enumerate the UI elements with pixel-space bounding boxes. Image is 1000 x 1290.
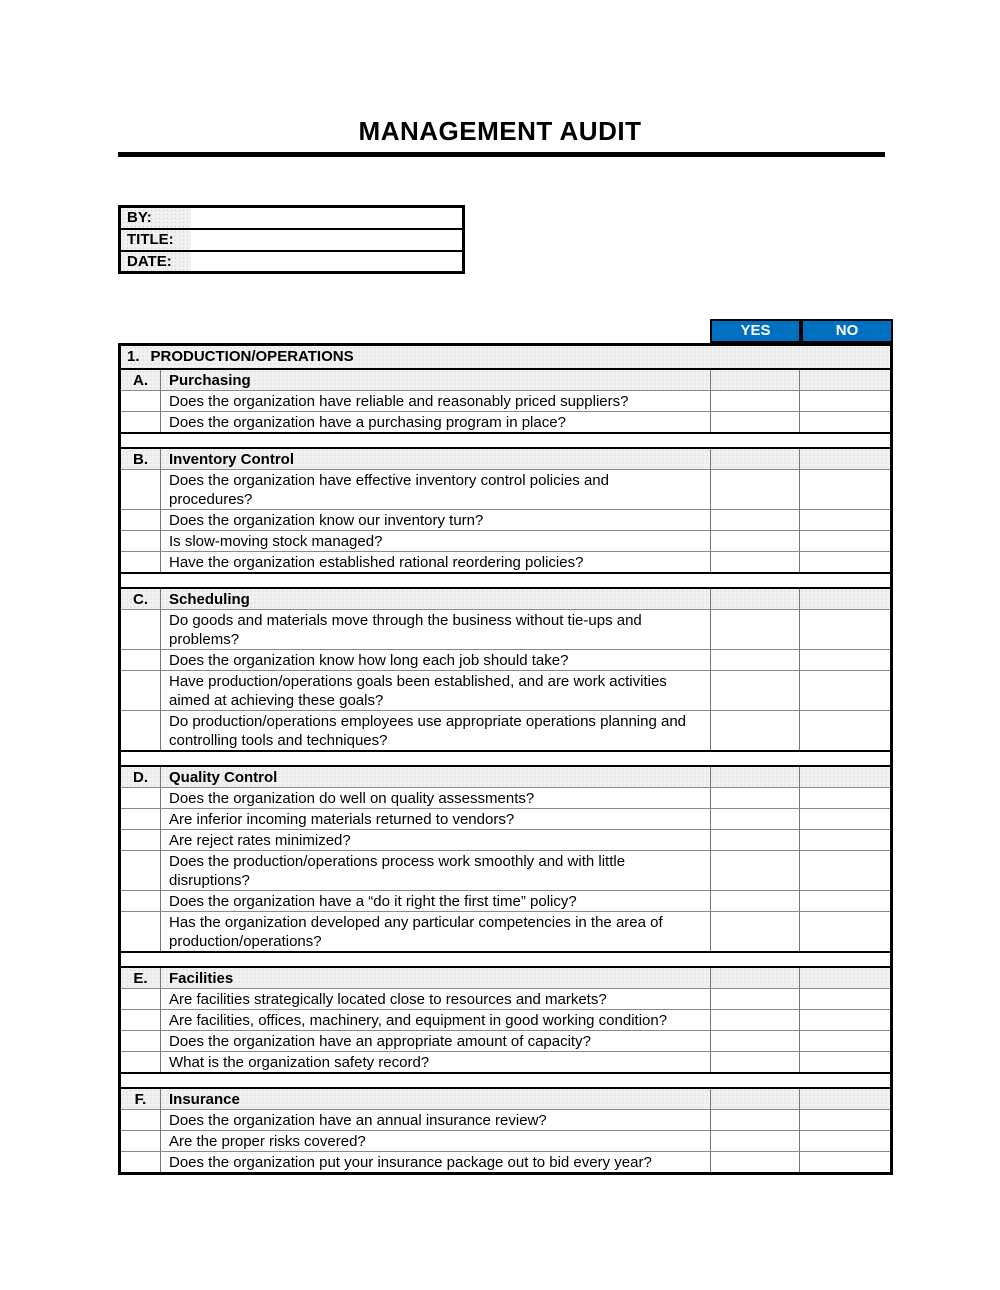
question-row: [121, 530, 890, 551]
question-row: [121, 829, 890, 850]
question-row: [121, 787, 890, 808]
letter-cell-empty: [121, 711, 161, 750]
letter-cell-empty: [121, 552, 161, 572]
yes-checkbox-cell[interactable]: [711, 851, 800, 890]
question-row: [121, 1051, 890, 1072]
no-checkbox-cell[interactable]: [800, 788, 890, 808]
no-checkbox-cell[interactable]: [800, 891, 890, 911]
question-row: [121, 710, 890, 750]
no-checkbox-cell[interactable]: [800, 809, 890, 829]
question-row: [121, 1151, 890, 1172]
subsection-header-row: [121, 1089, 890, 1109]
no-checkbox-cell[interactable]: [800, 610, 890, 649]
section-header-row: [121, 346, 890, 370]
section-title: PRODUCTION/OPERATIONS: [150, 348, 354, 365]
no-checkbox-cell[interactable]: [800, 671, 890, 710]
question-text: Are reject rates minimized?: [161, 830, 711, 850]
subsection-header-row: [121, 370, 890, 390]
subsection-letter: B.: [121, 449, 161, 469]
letter-cell-empty: [121, 912, 161, 951]
yes-checkbox-cell[interactable]: [711, 788, 800, 808]
no-checkbox-cell[interactable]: [800, 391, 890, 411]
question-row: [121, 469, 890, 509]
question-row: [121, 609, 890, 649]
info-row: [120, 229, 464, 251]
subsection-letter: C.: [121, 589, 161, 609]
question-row: [121, 850, 890, 890]
info-row-value-field[interactable]: [191, 251, 464, 273]
yes-checkbox-cell[interactable]: [711, 830, 800, 850]
section-spacer: [121, 432, 890, 449]
subsection-yes-cell: [711, 370, 800, 390]
question-text: Does the organization have a “do it right the first time” policy?: [161, 891, 711, 911]
subsection-header-row: [121, 968, 890, 988]
question-text: Does the organization know our inventory turn?: [161, 510, 711, 530]
info-row: [120, 251, 464, 273]
page-title: MANAGEMENT AUDIT: [358, 116, 642, 146]
yesno-column-headers: [710, 319, 893, 343]
no-checkbox-cell[interactable]: [800, 650, 890, 670]
question-text: Are facilities, offices, machinery, and equipment in good working condition?: [161, 1010, 711, 1030]
info-table: [118, 205, 465, 274]
no-checkbox-cell[interactable]: [800, 851, 890, 890]
yes-checkbox-cell[interactable]: [711, 989, 800, 1009]
yes-checkbox-cell[interactable]: [711, 1052, 800, 1072]
question-text: Does the organization know how long each job should take?: [161, 650, 711, 670]
question-text: Does the organization have an appropriate amount of capacity?: [161, 1031, 711, 1051]
subsection-title: Purchasing: [161, 370, 711, 390]
question-row: [121, 988, 890, 1009]
yes-checkbox-cell[interactable]: [711, 912, 800, 951]
letter-cell-empty: [121, 470, 161, 509]
no-checkbox-cell[interactable]: [800, 552, 890, 572]
no-checkbox-cell[interactable]: [800, 1031, 890, 1051]
yes-checkbox-cell[interactable]: [711, 391, 800, 411]
yes-checkbox-cell[interactable]: [711, 711, 800, 750]
question-row: [121, 808, 890, 829]
info-row: [120, 207, 464, 229]
question-text: What is the organization safety record?: [161, 1052, 711, 1072]
letter-cell-empty: [121, 531, 161, 551]
yes-checkbox-cell[interactable]: [711, 552, 800, 572]
no-checkbox-cell[interactable]: [800, 1152, 890, 1172]
letter-cell-empty: [121, 510, 161, 530]
info-row-value-field[interactable]: [191, 207, 464, 229]
section-spacer: [121, 750, 890, 767]
subsection-header-row: [121, 449, 890, 469]
yes-checkbox-cell[interactable]: [711, 470, 800, 509]
question-row: [121, 649, 890, 670]
subsection-no-cell: [800, 370, 890, 390]
no-checkbox-cell[interactable]: [800, 1010, 890, 1030]
no-checkbox-cell[interactable]: [800, 510, 890, 530]
letter-cell-empty: [121, 1010, 161, 1030]
question-row: [121, 1009, 890, 1030]
question-text: Are facilities strategically located close to resources and markets?: [161, 989, 711, 1009]
yes-checkbox-cell[interactable]: [711, 1131, 800, 1151]
question-text: Do goods and materials move through the business without tie-ups and problems?: [161, 610, 711, 649]
question-text: Does the production/operations process work smoothly and with little disruptions?: [161, 851, 711, 890]
letter-cell-empty: [121, 412, 161, 432]
letter-cell-empty: [121, 830, 161, 850]
yes-checkbox-cell[interactable]: [711, 891, 800, 911]
subsection-no-cell: [800, 589, 890, 609]
letter-cell-empty: [121, 610, 161, 649]
question-text: Is slow-moving stock managed?: [161, 531, 711, 551]
no-checkbox-cell[interactable]: [800, 470, 890, 509]
no-checkbox-cell[interactable]: [800, 912, 890, 951]
section-spacer: [121, 951, 890, 968]
subsection-no-cell: [800, 767, 890, 787]
subsection-no-cell: [800, 1089, 890, 1109]
question-row: [121, 911, 890, 951]
letter-cell-empty: [121, 1052, 161, 1072]
question-row: [121, 890, 890, 911]
question-row: [121, 1030, 890, 1051]
letter-cell-empty: [121, 788, 161, 808]
letter-cell-empty: [121, 1131, 161, 1151]
question-row: [121, 1130, 890, 1151]
subsection-title: Facilities: [161, 968, 711, 988]
yes-checkbox-cell[interactable]: [711, 1010, 800, 1030]
subsection-yes-cell: [711, 1089, 800, 1109]
question-row: [121, 509, 890, 530]
info-row-label: DATE:: [120, 251, 192, 273]
yes-checkbox-cell[interactable]: [711, 510, 800, 530]
letter-cell-empty: [121, 891, 161, 911]
question-text: Does the organization have effective inventory control policies and procedures?: [161, 470, 711, 509]
subsection-header-row: [121, 767, 890, 787]
question-row: [121, 390, 890, 411]
yes-checkbox-cell[interactable]: [711, 1110, 800, 1130]
no-checkbox-cell[interactable]: [800, 1131, 890, 1151]
question-text: Have the organization established rational reordering policies?: [161, 552, 711, 572]
question-text: Do production/operations employees use appropriate operations planning and controlling tools and techniques?: [161, 711, 711, 750]
section-number: 1.: [127, 348, 140, 365]
info-row-label: TITLE:: [120, 229, 192, 251]
no-checkbox-cell[interactable]: [800, 412, 890, 432]
no-checkbox-cell[interactable]: [800, 1052, 890, 1072]
subsection-yes-cell: [711, 449, 800, 469]
question-text: Has the organization developed any particular competencies in the area of production/operations?: [161, 912, 711, 951]
letter-cell-empty: [121, 1152, 161, 1172]
subsection-header-row: [121, 589, 890, 609]
question-text: Does the organization have reliable and reasonably priced suppliers?: [161, 391, 711, 411]
yes-checkbox-cell[interactable]: [711, 650, 800, 670]
subsection-no-cell: [800, 449, 890, 469]
subsection-title: Scheduling: [161, 589, 711, 609]
letter-cell-empty: [121, 650, 161, 670]
no-checkbox-cell[interactable]: [800, 711, 890, 750]
no-checkbox-cell[interactable]: [800, 989, 890, 1009]
question-text: Does the organization put your insurance package out to bid every year?: [161, 1152, 711, 1172]
question-text: Have production/operations goals been established, and are work activities aimed at achieving these goals?: [161, 671, 711, 710]
letter-cell-empty: [121, 671, 161, 710]
no-column-header: NO: [801, 319, 893, 343]
title-rule: [118, 152, 885, 157]
question-row: [121, 1109, 890, 1130]
no-checkbox-cell[interactable]: [800, 531, 890, 551]
info-row-label: BY:: [120, 207, 192, 229]
subsection-yes-cell: [711, 589, 800, 609]
subsection-no-cell: [800, 968, 890, 988]
letter-cell-empty: [121, 1110, 161, 1130]
subsection-letter: D.: [121, 767, 161, 787]
question-row: [121, 551, 890, 572]
question-text: Does the organization do well on quality assessments?: [161, 788, 711, 808]
subsection-yes-cell: [711, 968, 800, 988]
section-spacer: [121, 572, 890, 589]
letter-cell-empty: [121, 391, 161, 411]
yes-checkbox-cell[interactable]: [711, 1152, 800, 1172]
question-text: Does the organization have a purchasing program in place?: [161, 412, 711, 432]
yes-checkbox-cell[interactable]: [711, 671, 800, 710]
subsection-title: Insurance: [161, 1089, 711, 1109]
subsection-letter: E.: [121, 968, 161, 988]
checklist-table: [118, 343, 893, 1175]
no-checkbox-cell[interactable]: [800, 830, 890, 850]
subsection-title: Inventory Control: [161, 449, 711, 469]
subsection-yes-cell: [711, 767, 800, 787]
yes-checkbox-cell[interactable]: [711, 809, 800, 829]
yes-checkbox-cell[interactable]: [711, 610, 800, 649]
section-spacer: [121, 1072, 890, 1089]
question-text: Are inferior incoming materials returned to vendors?: [161, 809, 711, 829]
no-checkbox-cell[interactable]: [800, 1110, 890, 1130]
question-row: [121, 670, 890, 710]
yes-column-header: YES: [710, 319, 801, 343]
subsection-title: Quality Control: [161, 767, 711, 787]
question-text: Are the proper risks covered?: [161, 1131, 711, 1151]
yes-checkbox-cell[interactable]: [711, 1031, 800, 1051]
info-row-value-field[interactable]: [191, 229, 464, 251]
subsection-letter: A.: [121, 370, 161, 390]
subsection-letter: F.: [121, 1089, 161, 1109]
letter-cell-empty: [121, 1031, 161, 1051]
letter-cell-empty: [121, 809, 161, 829]
question-text: Does the organization have an annual insurance review?: [161, 1110, 711, 1130]
letter-cell-empty: [121, 851, 161, 890]
question-row: [121, 411, 890, 432]
yes-checkbox-cell[interactable]: [711, 412, 800, 432]
yes-checkbox-cell[interactable]: [711, 531, 800, 551]
letter-cell-empty: [121, 989, 161, 1009]
